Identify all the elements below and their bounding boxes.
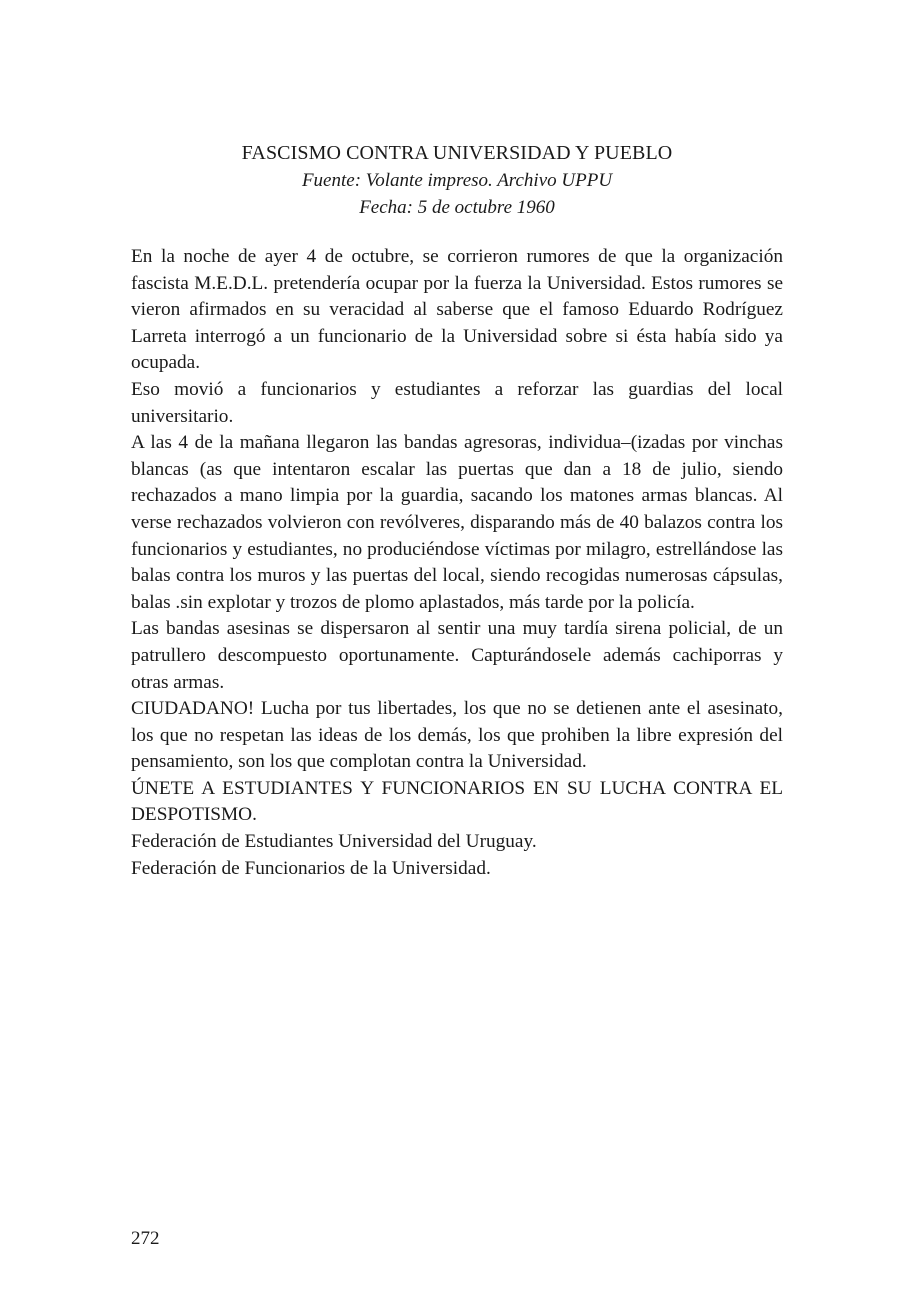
document-date: Fecha: 5 de octubre 1960 — [359, 197, 555, 218]
signature-students: Federación de Estudiantes Universidad del Uruguay. — [131, 831, 537, 853]
document-header — [131, 140, 783, 221]
page-number: 272 — [131, 1228, 160, 1249]
paragraph-citizen-call: CIUDADANO! Lucha por tus libertades, los que no se detienen ante el asesinato, los que no respetan las ideas de los demás, los que prohiben la libre expresión del pensamiento, son los que complotan contra la Universidad. — [131, 698, 783, 773]
paragraph-unite: ÚNETE A ESTUDIANTES Y FUNCIONARIOS EN SU LUCHA CONTRA EL DESPOTISMO. — [131, 777, 783, 826]
paragraph-guards: Eso movió a funcionarios y estudiantes a reforzar las guardias del local universitario. — [131, 378, 783, 427]
signature-staff: Federación de Funcionarios de la Universidad. — [131, 857, 491, 879]
document-title: FASCISMO CONTRA UNIVERSIDAD Y PUEBLO — [241, 142, 673, 164]
document-body — [131, 244, 783, 882]
document-source: Fuente: Volante impreso. Archivo UPPU — [301, 170, 613, 191]
paragraph-rumors: En la noche de ayer 4 de octubre, se corrieron rumores de que la organización fascista M.E.D.L. pretendería ocupar por la fuerza la Universidad. Estos rumores se vieron afirmados en su veracidad al saberse que el famoso Eduardo Rodríguez Larreta interrogó a un funcionario de la Universidad sobre si ésta había sido ya ocupada. — [131, 246, 783, 374]
paragraph-attack: A las 4 de la mañana llegaron las bandas agresoras, individua–(izadas por vinchas blancas (as que intentaron escalar las puertas que dan a 18 de julio, siendo rechazados a mano limpia por la guardia, sacando los matones armas blancas. Al verse rechazados volvieron con revólveres, disparando más de 40 balazos contra los funcionarios y estudiantes, no produciéndose víctimas por milagro, estrellándose las balas contra los muros y las puertas del local, siendo recogidas numerosas cápsulas, balas .sin explotar y trozos de plomo aplastados, más tarde por la policía. — [131, 432, 783, 613]
paragraph-dispersal: Las bandas asesinas se dispersaron al sentir una muy tardía sirena policial, de un patrullero descompuesto oportunamente. Capturándosele además cachiporras y otras armas. — [131, 618, 783, 693]
